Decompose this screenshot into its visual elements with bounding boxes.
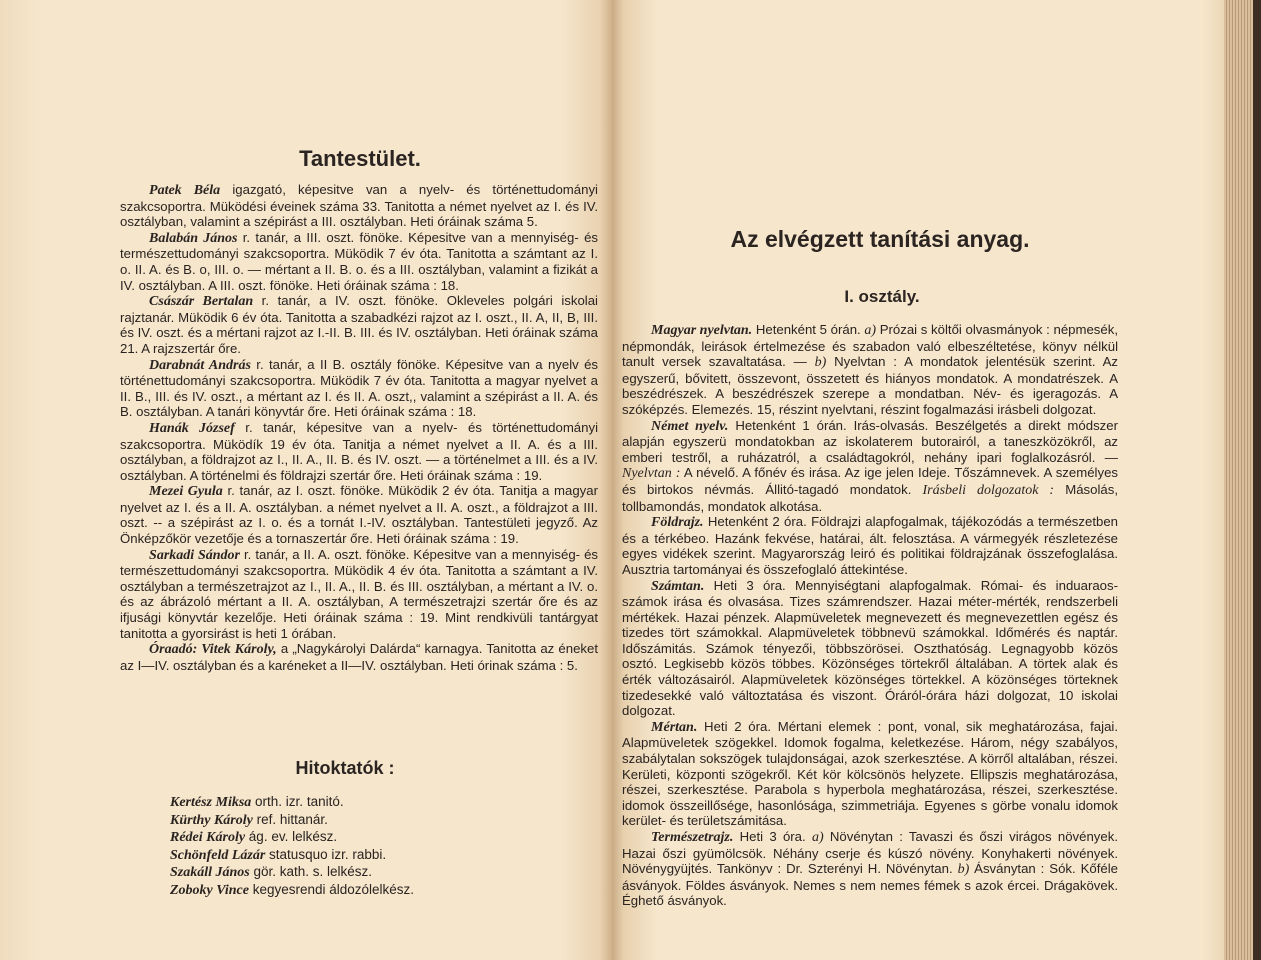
entry-heading: Magyar nyelvtan. (651, 323, 753, 338)
staff-entry (120, 230, 598, 293)
entry-text: A névelő. A főnév és irása. Az ige jelen Ideje. Tőszámnevek. A személyes és birtokos névmás. Állitó-tagadó mondatok. (622, 465, 1118, 497)
teacher-name: Zoboky Vince (170, 882, 249, 898)
entry-heading: Földrajz. (651, 515, 704, 531)
religion-teacher (170, 882, 414, 900)
entry-heading: Császár Bertalan (149, 294, 254, 310)
staff-entry (120, 420, 598, 483)
page-title-tanitasi-anyag: Az elvégzett tanítási anyag. (730, 226, 1030, 252)
class-heading: I. osztály. (844, 287, 920, 306)
staff-entry (120, 182, 598, 230)
entry-text: Hetenként 1 órán. Irás-olvasás. Beszélgetés a direkt módszer alapján egyszerü mondatokban az iskolaterem butorairól, a taneszközökről, az emberi testről, a ruházatról, a családtagokról, nehány ipari foglalkozásról. — (622, 417, 1118, 465)
entry-text: r. tanár, a IV. oszt. fönöke. Okleveles polgári iskolai rajztanár. Müködik 6 év óta. Tanitotta a szabadkézi rajzot az I. oszt., II. A, II, B, III. és IV. oszt. és a mértani rajzot az I.-II. B. III. és IV. osztályban. Heti óráinak száma 21. A rajzszertár őre. (120, 293, 598, 356)
entry-heading: Sarkadi Sándor (149, 547, 241, 563)
entry-text: r. tanár, képesitve van a nyelv- és történettudományi szakcsoportra. Müködík 19 év óta. Tanitja a német nyelvet a II. A. és a III. osztályban, a földrajzot az I., II. A., II. B. és IV. oszt. — a történelmet a III. és a IV. osztályban. A történelmi és földrajzi szertár őre. Heti óráinak száma : 19. (120, 419, 598, 483)
staff-entry (120, 293, 598, 356)
entry-text: r. tanár, a III. oszt. fönöke. Képesitve van a mennyiség- és természettudományi szakcsoportra. Müködik 7 év óta. Tanitotta a számtant az I. o. II. A. és B. o, III. o. — mértant a II. B. o. és a III. osztályban, valamint a fizikát a IV. osztályban. A III. oszt. fönöke. Heti óráinak száma : 18. (120, 229, 598, 293)
religion-teacher (170, 864, 414, 882)
teacher-role: ref. hittanár. (252, 811, 328, 827)
teacher-role: kegyesrendi áldozólelkész. (248, 881, 415, 897)
teacher-role: gör. kath. s. lelkész. (249, 864, 373, 879)
teacher-role: statusquo izr. rabbi. (265, 846, 387, 862)
entry-text: Növénytan : Tavaszi és őszi virágos növények. Hazai őszi gyümölcsök. Néhány cserje és kúszó növény. Konyhakerti növények. Növénygyüjtés. Tankönyv : Dr. Szterényi H. Növénytan. (622, 829, 1118, 877)
entry-text: Ásványtan : Sók. Kőféle ásványok. Földes ásványok. Nemes s nem nemes fémek s azok ércei. Drágakövek. Éghető ásványok. (622, 861, 1118, 909)
subject-list (622, 322, 1118, 909)
entry-heading: Patek Béla (149, 183, 221, 198)
entry-text: Hetenként 5 órán. (752, 322, 865, 337)
entry-text: igazgató, képesitve van a nyelv- és történettudományi szakcsoportra. Müködési éveinek száma 33. Tanitotta a német nyelvet az I. és IV. osztályban, valamint a szépirást a III. osztályban. Heti óráinak száma 5. (120, 182, 598, 230)
entry-text: Hetenként 2 óra. Földrajzi alapfogalmak, tájékozódás a természetben és a térkébeo. Hazánk fekvése, határai, ált. felosztása. A vármegyék részletezése egyes vidékek szerint. Magyarország leiró és politikai földrajzának összefoglalása. Ausztria tartományai és összefoglaló áttekintése. (622, 514, 1118, 577)
entry-text: r. tanár, az I. oszt. fönöke. Müködik 2 év óta. Tanitja a magyar nyelvet az I. és a II. A. osztályban. a német nyelvet a II. A. oszt., a földrajzot a III. oszt. -- a szépirást az I. o. és a tornát I.-IV. osztályban. Tantestületi jegyző. Az Önképzőkör vezetője és a tornaszertár őre. Heti óráinak száma : 19. (120, 483, 598, 547)
entry-heading: Német nyelv. (651, 418, 729, 434)
entry-text: Prózai s költői olvasmányok : népmesék, népmondák, leirások értelmezése és szabadon való elbeszéltetése, könyv nélkül tanult versek szavaltatása. — (622, 322, 1118, 370)
italic-label: b) (814, 355, 827, 371)
entry-heading: Hanák József (149, 420, 235, 436)
subject-entry (622, 719, 1118, 829)
staff-entry (120, 483, 598, 546)
religion-teachers-list (170, 794, 414, 899)
teacher-name: Kürthy Károly (170, 812, 253, 828)
entry-heading: Óraadó: Vitek Károly, (149, 642, 277, 658)
entry-text: a „Nagykárolyi Dalárda“ karnagya. Tanitotta az éneket az I—IV. osztályban és a karéneket a II—IV. osztályban. Heti órinak száma : 5. (120, 641, 599, 673)
teacher-name: Kertész Miksa (170, 795, 252, 810)
staff-list (120, 182, 598, 673)
entry-text: Nyelvtan : A mondatok jelentésük szerint. Az egyszerű, bővitett, összevont, összetett és hiányos mondatok. A mondatrészek. A beszédrészek. A beszédrészek szerepe a mondatban. Név- és igeragozás. A szóképzés. Elemezés. 15, részint nyelvtani, részint fogalmazási irásbeli dolgozat. (622, 354, 1118, 417)
book-page-edges (1224, 0, 1261, 960)
subject-entry (622, 322, 1118, 418)
religion-teacher (170, 847, 414, 865)
entry-text: r. tanár, a II B. osztály fönöke. Képesitve van a nyelv és történettudományi szakcsoportra. Müködik 7 év óta. Tanitotta a magyar nyelvet a II. B., III. és IV. oszt., a mértant az I. és II. A. oszt,, valamint a szépirást a II. A. és B. osztályban. A tanári könyvtár őre. Heti óráinak száma : 18. (120, 356, 598, 420)
religion-teacher (170, 794, 414, 812)
entry-heading: Mértan. (651, 719, 698, 735)
italic-label: a) (811, 830, 824, 845)
left-page (0, 0, 612, 960)
entry-text: Heti 3 óra. (733, 829, 812, 844)
entry-heading: Balabán János (149, 230, 238, 246)
staff-entry (120, 547, 598, 642)
teacher-role: orth. izr. tanitó. (251, 794, 344, 809)
teacher-role: ág. ev. lelkész. (245, 829, 338, 844)
teacher-name: Szakáll János (170, 865, 250, 880)
entry-text: Heti 3 óra. Mennyiségtani alapfogalmak. Római- és induaraos-számok irása és olvasása. Tizes számrendszer. Hazai méter-mérték, rendszerbeli mértékek. Hazai pénzek. Alapmüveletek megnevezett és megnevezettlen egész és tizedes tört számokkal. Alapmüveletek többnevü számokkal. Időmérés és naptár. Időszámitás. Számok tényezői, többszörösei. Oszthatóság. Legnagyobb közös osztó. Legkisebb közös többes. Közönséges törtekről általában. A törtek alak és érték változásairól. Alapmüveletek közönséges törtekkel. A közönséges törteknek tizedesekké való változtatása és viszont. Óráról-órára házi dolgozat, 10 iskolai dolgozat. (622, 577, 1118, 719)
entry-heading: Számtan. (651, 578, 705, 594)
italic-label: a) (864, 323, 877, 338)
italic-label: Irásbeli dolgozatok : (922, 482, 1055, 498)
entry-text: Heti 2 óra. Mértani elemek : pont, vonal, sik meghatározása, fajai. Alapmüveletek szögekkel. Idomok fogalma, keletkezése. Három, négy szabályos, szabálytalan sokszögek tulajdonságai, azok szerkesztése. A körről altalában, részei. Kerületi, központi szögekről. Két kör kölcsönös helyzete. Ellipszis meghatározása, részei, szerkesztése. Parabola s hyperbola meghatározása, részei, szerkesztése. idomok összeillősége, hasonlósága, szimmetriája. Egyenes s görbe vonalu idomok kerület- és területszámitása. (622, 718, 1118, 829)
religion-teacher (170, 812, 414, 830)
section-title-hitoktatok: Hitoktatók : (295, 758, 395, 778)
teacher-name: Schönfeld Lázár (170, 847, 266, 863)
entry-heading: Mezei Gyula (149, 484, 223, 500)
entry-heading: Darabnát András (149, 357, 251, 373)
teacher-name: Rédei Károly (170, 830, 246, 845)
staff-entry (120, 641, 598, 673)
religion-teacher (170, 829, 414, 847)
subject-entry (622, 829, 1118, 909)
subject-entry (622, 578, 1118, 719)
staff-entry (120, 357, 598, 420)
subject-entry (622, 514, 1118, 577)
entry-text: Másolás, tollbamondás, mondatok alkotása. (622, 481, 1118, 514)
subject-entry (622, 418, 1118, 515)
entry-heading: Természetrajz. (651, 830, 734, 845)
entry-text: r. tanár, a II. A. oszt. fönöke. Képesitve van a mennyiség- és természettudományi szakcsoportra. Müködik 4 év óta. Tanitotta a számtant a IV. osztályban a természetrajzot az I., II. A., II. B. és III. osztályban, a mértant a IV. o. és az ábrázoló mértant a II. A. osztályban, A természetrajzi szertár őre és az ifjusági könyvtár kezelője. Heti óráinak száma : 19. Mint rendkivüli tantárgyat tanitotta a gyorsirást is heti 1 órában. (120, 546, 598, 641)
italic-label: b) (957, 862, 970, 878)
page-title-tantestulet: Tantestület. (299, 146, 421, 171)
right-page (612, 0, 1224, 960)
italic-label: Nyelvtan : (622, 466, 681, 482)
